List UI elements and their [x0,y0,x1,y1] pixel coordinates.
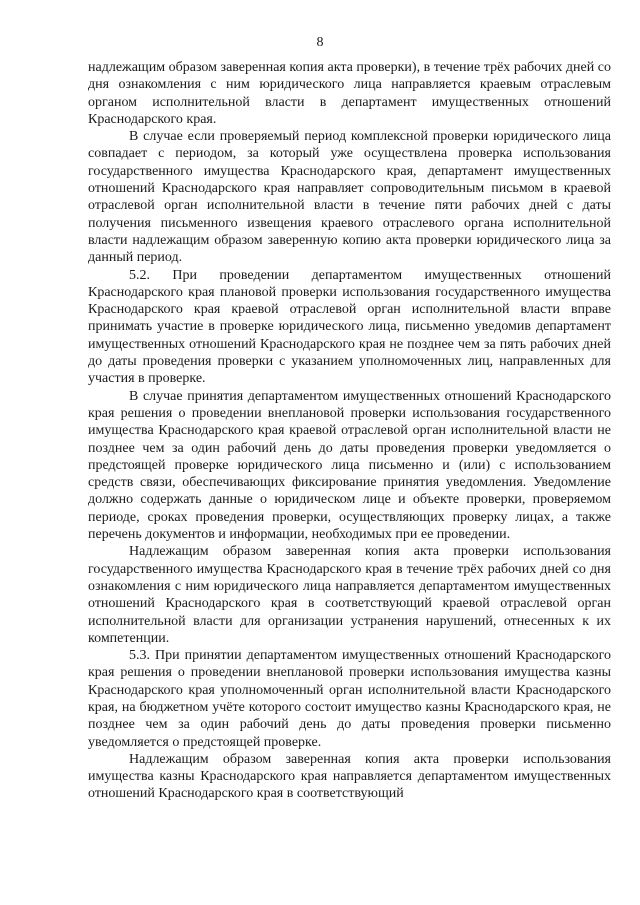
paragraph-5-2: 5.2. При проведении департаментом имущественных отношений Краснодарского края плановой проверки использования государственного имущества Краснодарского края краевой отраслевой орган исполнительной власти вправе принимать участие в проверке юридического лица, письменно уведомив департамент имущественных отношений Краснодарского края не позднее чем за пять рабочих дней до даты проведения проверки с указанием уполномоченных лиц, направленных для участия в проверке. [88,267,611,387]
paragraph: В случае принятия департаментом имущественных отношений Краснодарского края решения о проведении внеплановой проверки использования государственного имущества Краснодарского края краевой отраслевой орган исполнительной власти не позднее чем за один рабочий день до даты проведения проверки уведомляется о предстоящей проверке юридического лица письменно и (или) с использованием средств связи, обеспечивающих фиксирование принятия уведомления. Уведомление должно содержать данные о юридическом лице и объекте проверки, проверяемом периоде, сроках проведения проверки, осуществляющих проверку лицах, а также перечень документов и информации, необходимых при ее проведении. [88,388,611,543]
paragraph: Надлежащим образом заверенная копия акта проверки использования государственного имущества Краснодарского края в течение трёх рабочих дней со дня ознакомления с ним юридического лица направляется департаментом имущественных отношений Краснодарского края в соответствующий краевой отраслевой орган исполнительной власти для организации устранения нарушений, отнесенных к их компетенции. [88,544,611,646]
page-number: 8 [316,35,324,50]
document-body [88,59,611,803]
paragraph: Надлежащим образом заверенная копия акта проверки использования имущества казны Краснодарского края направляется департаментом имущественных отношений Краснодарского края в соответствующий [88,751,611,802]
paragraph: В случае если проверяемый период комплексной проверки юридического лица совпадает с периодом, за который уже осуществлена проверка использования государственного имущества Краснодарского края, департамент имущественных отношений Краснодарского края направляет сопроводительным письмом в краевой отраслевой орган исполнительной власти в течение пяти рабочих дней с даты получения письменного извещения краевого отраслевого органа исполнительной власти надлежащим образом заверенную копию акта проверки юридического лица за данный период. [88,129,611,266]
paragraph-5-3: 5.3. При принятии департаментом имущественных отношений Краснодарского края решения о проведении внеплановой проверки использования имущества казны Краснодарского края уполномоченный орган исполнительной власти Краснодарского края, на бюджетном учёте которого состоит имущество казны Краснодарского края, не позднее чем за один рабочий день до даты проведения проверки письменно уведомляется о предстоящей проверке. [88,648,611,750]
paragraph-continuation: надлежащим образом заверенная копия акта проверки), в течение трёх рабочих дней со дня ознакомления с ним юридического лица направляется краевым отраслевым органом исполнительной власти в департамент имущественных отношений Краснодарского края. [88,60,611,127]
